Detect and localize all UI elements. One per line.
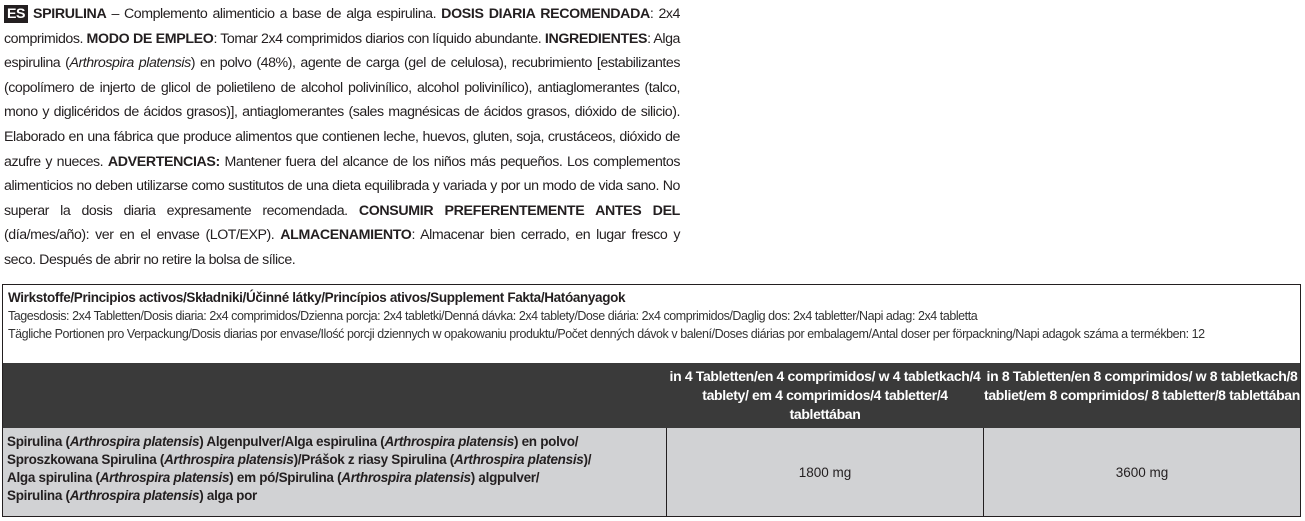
text-segment: : Alga espirulina (	[4, 30, 680, 72]
ingredient-line	[7, 469, 662, 487]
text-segment: ) en polvo/	[513, 434, 579, 449]
text-segment: ) en polvo (48%), agente de carga (gel de celulosa), recubrimiento [estabilizantes (copolímero de injerto de glicol de polietileno de alcohol polivinílico, alcohol polivinílico), antiaglomerantes (talco, mono y diglicéridos de ácidos grasos)], antiaglomerantes (sales magnésicas de ácidos grasos, dióxido de silicio). Elaborado en una fábrica que produce alimentos que contienen leche, huevos, gluten, soja, crustáceos, dióxido de azufre y nueces.	[4, 55, 680, 170]
text-segment: : 2x4 comprimidos.	[4, 6, 680, 47]
ingredient-name	[7, 433, 662, 505]
heading-usage: MODO DE EMPLEO	[86, 30, 214, 47]
text-segment: : Almacenar bien cerrado, en lugar fresco y seco. Después de abrir no retire la bolsa de sílice.	[4, 227, 680, 268]
heading-best-before: CONSUMIR PREFERENTEMENTE ANTES DEL	[358, 202, 680, 219]
species-name: Arthrospira platensis	[454, 452, 584, 467]
language-badge: ES	[4, 5, 28, 23]
text-segment: Spirulina (	[7, 434, 70, 449]
text-segment: ) em pó/Spirulina (	[229, 470, 342, 485]
heading-warnings: ADVERTENCIAS:	[107, 153, 220, 170]
heading-daily-dose: DOSIS DIARIA RECOMENDADA	[441, 6, 650, 22]
ingredient-line	[7, 433, 662, 451]
species-name: Arthrospira platensis	[164, 452, 294, 467]
text-segment: Mantener fuera del alcance de los niños más pequeños. Los complementos alimenticios no deben utilizarse como sustitutos de una dieta equilibrada y variada y por un modo de vida sano. No superar la dosis diaria expresamente recomendada.	[4, 153, 680, 219]
heading-storage: ALMACENAMIENTO	[280, 227, 412, 244]
species-name: Arthrospira platensis	[69, 488, 200, 503]
table-header-info	[3, 285, 1300, 363]
text-segment: Sproszkowana Spirulina (	[7, 452, 165, 467]
text-segment: Spirulina (	[7, 488, 70, 503]
text-segment: ) alga por	[199, 488, 257, 503]
servings-line: Tägliche Portionen pro Verpackung/Dosis diarias por envase/Ilość porcji dziennych w opakowaniu produktu/Počet denných dávok v balení/Doses diárias por embalagem/Antal doser per förpackning/Napi adagok száma a termékben: 12	[8, 327, 1205, 341]
column-header-bar	[3, 363, 1300, 428]
species-name: Arthrospira platensis	[69, 55, 191, 72]
text-segment: )/Prášok z riasy Spirulina (	[293, 452, 455, 467]
column-header-8-tablets: in 8 Tabletten/en 8 comprimidos/ w 8 tabletkach/8 tabliet/em 8 comprimidos/ 8 tabletter/8 tablettában	[984, 368, 1300, 403]
species-name: Arthrospira platensis	[384, 434, 514, 449]
ingredient-line	[7, 487, 662, 505]
product-description	[4, 2, 680, 273]
value-8-tablets: 3600 mg	[1115, 464, 1169, 480]
column-header-4-tablets: in 4 Tabletten/en 4 comprimidos/ w 4 tabletkach/4 tablety/ em 4 comprimidos/4 tabletter/4 tablettában	[669, 368, 981, 422]
species-name: Arthrospira platensis	[341, 470, 471, 485]
supplement-facts-table	[2, 284, 1301, 517]
text-segment: (día/mes/año): ver en el envase (LOT/EXP).	[4, 227, 281, 244]
product-name: SPIRULINA	[33, 6, 107, 22]
text-segment: ) algpulver/	[470, 470, 540, 485]
species-name: Arthrospira platensis	[69, 434, 200, 449]
text-segment: Alga spirulina (	[7, 470, 100, 485]
text-segment: – Complemento alimenticio a base de alga espirulina.	[106, 6, 442, 22]
value-4-tablets: 1800 mg	[798, 464, 852, 480]
ingredient-line	[7, 451, 662, 469]
text-segment: : Tomar 2x4 comprimidos diarios con líquido abundante.	[213, 30, 545, 47]
species-name: Arthrospira platensis	[99, 470, 230, 485]
text-segment: )/	[583, 452, 592, 467]
text-segment: ) Algenpulver/Alga espirulina (	[199, 434, 385, 449]
heading-ingredients: INGREDIENTES	[544, 30, 648, 47]
daily-dose-line: Tagesdosis: 2x4 Tabletten/Dosis diaria: 2x4 comprimidos/Dzienna porcja: 2x4 tabletki/Denná dávka: 2x4 tablety/Dose diária: 2x4 comprimidos/Daglig dos: 2x4 tabletter/Napi adag: 2x4 tabletta	[8, 309, 978, 323]
table-title: Wirkstoffe/Principios activos/Składniki/Účinné látky/Princípios ativos/Supplement Fakta/Hatóanyagok	[8, 290, 626, 305]
